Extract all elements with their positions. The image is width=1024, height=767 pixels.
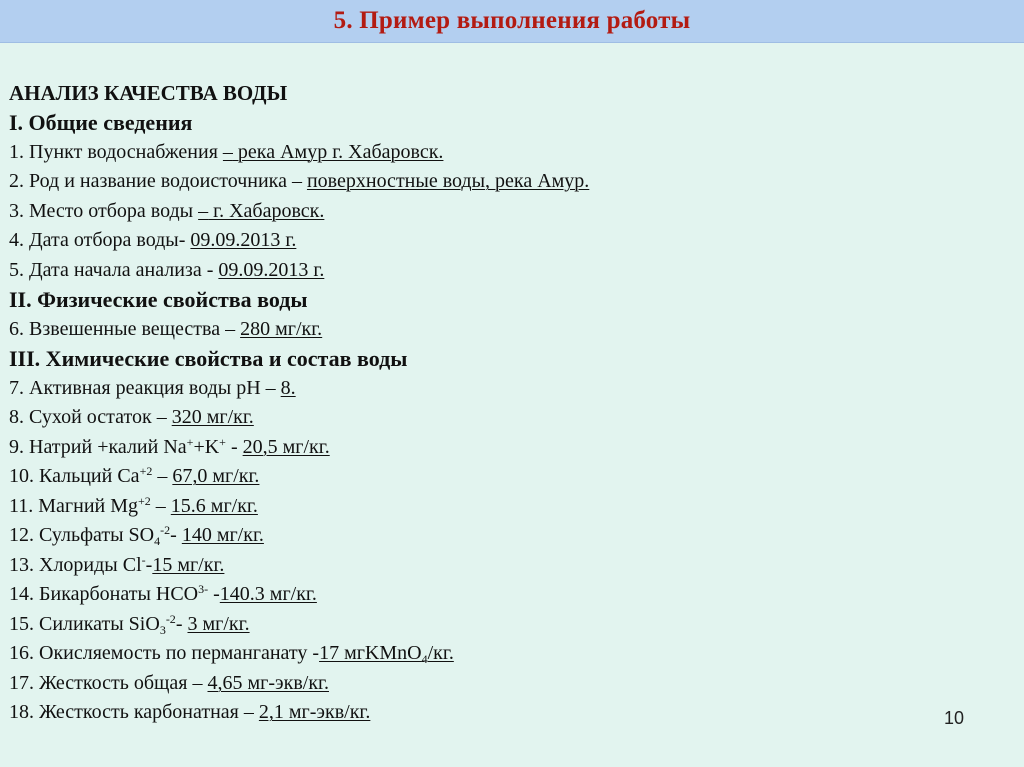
slide-header xyxy=(0,0,1024,43)
list-item-7: 7. Активная реакция воды pH – 8. xyxy=(9,376,296,399)
list-item-10: 10. Кальций $Ca^{+2} - 67,0$ мг/кг. xyxy=(9,463,260,487)
list-item-11: 11. Магний $Mg^{+2} - 15.6$ мг/кг. xyxy=(9,493,258,517)
section-heading-general: I. Общие сведения xyxy=(9,110,193,135)
item-value: 140.3 мг/кг. xyxy=(219,583,317,605)
list-item-3: 3. Место отбора воды – г. Хабаровск. xyxy=(9,199,325,222)
item-value: 8. xyxy=(280,376,296,399)
list-item-9: 9. Натрий +калий Na++K+ - 20,5 мг/кг. xyxy=(9,434,330,458)
slide-content xyxy=(9,78,999,728)
list-item-16: 16. Окисляемость по перманганату -17 мгKMnO$_4$/кг. xyxy=(9,642,454,667)
item-value: 09.09.2013 г. xyxy=(218,258,325,281)
item-value: 15 мг/кг. xyxy=(152,553,225,576)
list-item-14: 14. Бикарбонаты $HCO^{3-}$ -140.3 мг/кг. xyxy=(9,581,317,605)
item-value: 280 мг/кг. xyxy=(240,317,323,340)
item-value: г. Хабаровск. xyxy=(208,199,325,222)
item-value: 140 мг/кг. xyxy=(181,524,264,546)
item-value: 15.6 мг/кг. xyxy=(170,494,258,517)
list-item-17: 17. Жесткость общая – 4,65 мг-экв/кг. xyxy=(9,671,329,694)
page-number: 10 xyxy=(943,708,964,728)
item-value: 17 мгKMnO$_4$/кг. xyxy=(319,642,454,667)
list-item-5: 5. Дата начала анализа - 09.09.2013 г. xyxy=(9,258,325,281)
slide-title: 5. Пример выполнения работы xyxy=(333,7,691,34)
item-value: поверхностные воды, река Амур. xyxy=(306,170,590,192)
list-item-1: 1. Пункт водоснабжения – река Амур г. Хабаровск. xyxy=(9,140,444,163)
item-value: 4,65 мг-экв/кг. xyxy=(207,671,329,694)
list-item-12: 12. Сульфаты $SO_4^{-2}-$ 140 мг/кг. xyxy=(9,522,264,549)
list-item-15: 15. Силикаты SiO$_3^{-2}$- 3 мг/кг. xyxy=(9,611,250,637)
section-heading-physical: II. Физические свойства воды xyxy=(9,287,308,312)
list-item-18: 18. Жесткость карбонатная – 2,1 мг-экв/кг. xyxy=(9,701,371,723)
list-item-4: 4. Дата отбора воды- 09.09.2013 г. xyxy=(9,229,297,251)
item-value: 09.09.2013 г. xyxy=(190,229,297,251)
item-value: река Амур г. Хабаровск. xyxy=(232,140,444,163)
item-value: 320 мг/кг. xyxy=(171,406,254,428)
list-item-6: 6. Взвешенные вещества – 280 мг/кг. xyxy=(9,317,323,340)
list-item-8: 8. Сухой остаток – 320 мг/кг. xyxy=(9,406,254,428)
item-value: 67,0 мг/кг. xyxy=(172,465,260,487)
document-title: АНАЛИЗ КАЧЕСТВА ВОДЫ xyxy=(9,81,288,105)
list-item-2: 2. Род и название водоисточника – поверхностные воды, река Амур. xyxy=(9,170,590,192)
item-value: 3 мг/кг. xyxy=(187,612,250,635)
item-value: 20,5 мг/кг. xyxy=(242,435,330,458)
item-value: 2,1 мг-экв/кг. xyxy=(258,701,371,723)
section-heading-chemical: III. Химические свойства и состав воды xyxy=(9,346,408,371)
list-item-13: 13. Хлориды Cl--15 мг/кг. xyxy=(9,552,225,576)
